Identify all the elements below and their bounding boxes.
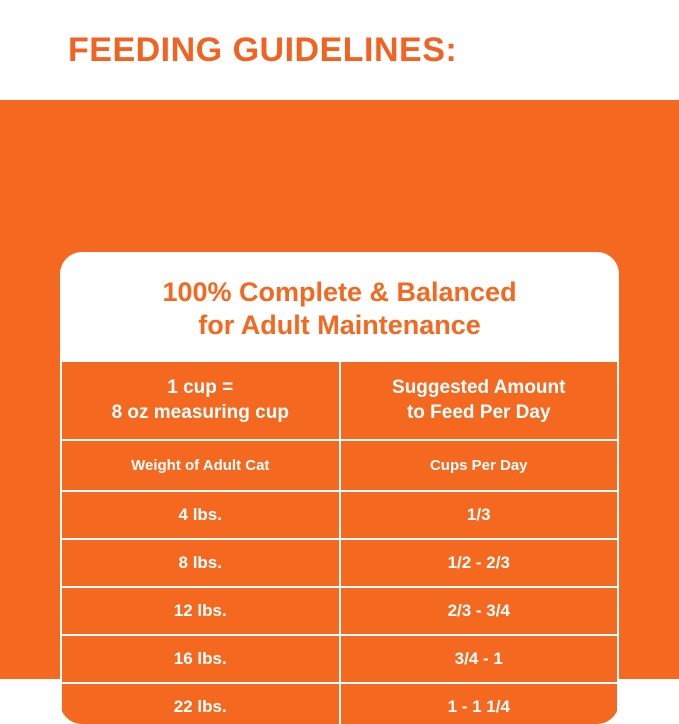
row-weight: 12 lbs.: [61, 587, 340, 635]
table-row: [61, 587, 618, 635]
header-band: [0, 0, 679, 100]
card-title-line-2: for Adult Maintenance: [198, 309, 481, 340]
suggested-amount-line-2: to Feed Per Day: [406, 401, 551, 423]
cup-definition-line-1: 1 cup =: [167, 376, 234, 398]
row-cups: 2/3 - 3/4: [340, 587, 619, 635]
row-weight: 4 lbs.: [61, 491, 340, 539]
table-row: [61, 491, 618, 539]
row-cups: 1/2 - 2/3: [340, 539, 619, 587]
row-weight: 16 lbs.: [61, 635, 340, 683]
table-row: [61, 539, 618, 587]
orange-background-panel: [0, 100, 679, 717]
row-weight: 22 lbs.: [61, 683, 340, 724]
table-row: [61, 683, 618, 724]
table-note-row: [61, 361, 618, 440]
feeding-table: [60, 360, 619, 724]
table-header-row: [61, 440, 618, 491]
table-row: [61, 635, 618, 683]
column-header-cups: Cups Per Day: [340, 440, 619, 491]
column-header-weight: Weight of Adult Cat: [61, 440, 340, 491]
feeding-card: [60, 252, 619, 724]
cup-definition-cell: [61, 361, 340, 440]
cup-definition-line-2: 8 oz measuring cup: [111, 401, 289, 423]
page-title: FEEDING GUIDELINES:: [68, 30, 458, 69]
row-cups: 1 - 1 1/4: [340, 683, 619, 724]
row-weight: 8 lbs.: [61, 539, 340, 587]
card-title: [60, 252, 619, 360]
suggested-amount-cell: [340, 361, 619, 440]
row-cups: 1/3: [340, 491, 619, 539]
suggested-amount-line-1: Suggested Amount: [392, 376, 566, 398]
card-title-line-1: 100% Complete & Balanced: [162, 277, 517, 307]
row-cups: 3/4 - 1: [340, 635, 619, 683]
